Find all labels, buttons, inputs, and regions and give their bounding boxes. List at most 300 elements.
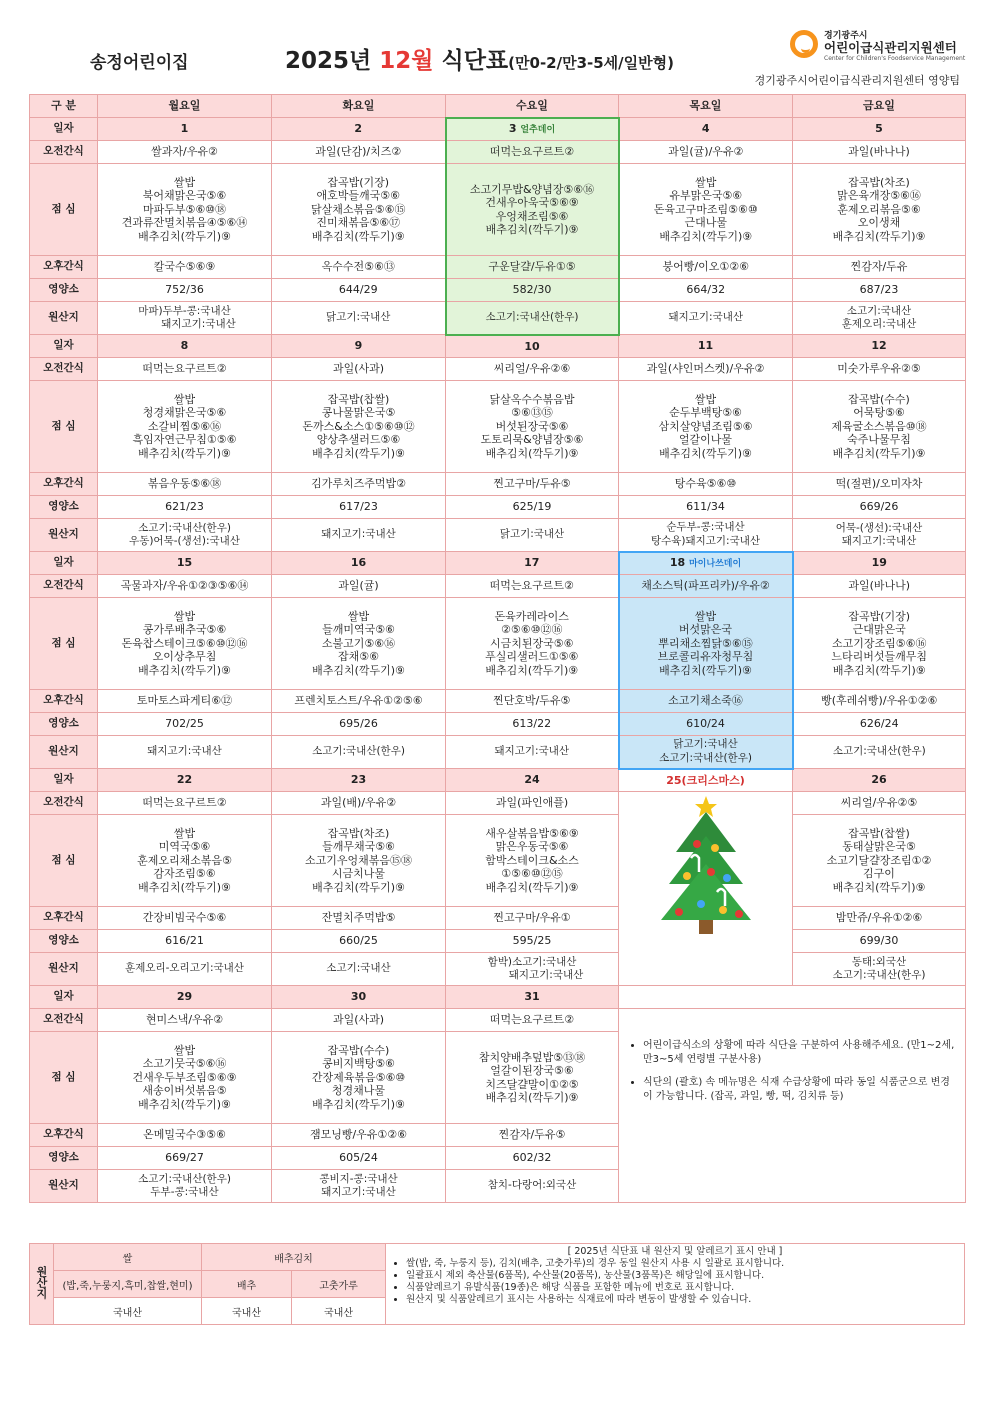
lunch-item: 오이생채 [857, 216, 901, 230]
menu-table-body [30, 95, 966, 1203]
lunch-item: 배추김치(깍두기)⑨ [312, 1097, 405, 1111]
pm-snack-cell: 붕어빵/이오①②⑥ [619, 256, 793, 279]
date-cell [272, 552, 446, 575]
origin-cell [272, 302, 446, 335]
origin-item: 두부-콩:국내산 [150, 1186, 219, 1198]
am-snack-cell: 떠먹는요구르트② [98, 358, 272, 381]
origin-item: 우동)어묵-(생선):국내산 [129, 535, 240, 547]
nutrition-cell: 752/36 [98, 279, 272, 302]
date-label: 일자 [30, 769, 98, 792]
lunch-item: 근대나물 [684, 216, 727, 230]
lunch-item: 돈까스&소스①⑤⑥⑩⑫ [302, 419, 415, 433]
lunch-item: 미역국⑤⑥ [158, 840, 211, 854]
lunch-item: 견과류잔멸치볶음④⑤⑥⑭ [121, 216, 248, 230]
am-snack-cell: 곡물과자/우유①②③⑤⑥⑭ [98, 575, 272, 598]
lunch-item: 삼치살양념조림⑤⑥ [658, 419, 753, 433]
lunch-item: 느타리버섯들깨무침 [831, 650, 928, 664]
empty-date-cell [619, 986, 966, 1009]
origin-cell [98, 302, 272, 335]
pm_snack-label: 오후간식 [30, 1124, 98, 1147]
center-logo [790, 28, 966, 68]
lunch-item: 소고기달걀장조림①② [826, 853, 932, 867]
note-item: • 어린이급식소의 상황에 따라 식단을 구분하여 사용해주세요. (만1~2세, 만3~5세 연령별 구분사용) [643, 1039, 957, 1066]
pm_snack-label: 오후간식 [30, 473, 98, 496]
notes-cell [619, 1009, 966, 1203]
lunch-item: 소고기장조림⑤⑥⑯ [832, 636, 927, 650]
christmas-tree-cell [619, 792, 793, 986]
origin-cell [272, 1170, 446, 1203]
origin-item: 돼지고기:국내산 [321, 528, 396, 541]
pm-snack-cell: 소고기채소죽⑯ [619, 690, 793, 713]
week-orig-row [30, 953, 966, 986]
lunch-item: 배추김치(깍두기)⑨ [832, 663, 926, 677]
date-cell [446, 986, 619, 1009]
origin-cell [619, 736, 793, 769]
lunch-cell [98, 1032, 272, 1124]
date-cell [272, 118, 446, 141]
date-cell [619, 335, 793, 358]
lunch-cell [98, 815, 272, 907]
week-am-row [30, 141, 966, 164]
nutrition-cell: 669/26 [793, 496, 966, 519]
lunch-item: 애호박들깨국⑤⑥ [316, 189, 400, 203]
date-number: 31 [524, 990, 540, 1004]
date-number: 29 [176, 990, 193, 1004]
date-cell [793, 552, 966, 575]
smile-logo-icon [790, 30, 818, 58]
pm-snack-cell: 간장비빔국수⑤⑥ [98, 907, 272, 930]
week-lunch-row [30, 815, 966, 907]
lunch-item: 새우살볶음밥⑤⑥⑨ [485, 826, 579, 840]
am_snack-label: 오전간식 [30, 141, 98, 164]
lunch-item: 동태살맑은국⑤ [842, 840, 916, 854]
origin-item: 닭고기:국내산 [499, 528, 565, 541]
lunch-item: 배추김치(깍두기)⑨ [485, 880, 579, 894]
nutrition-cell: 660/25 [272, 930, 446, 953]
nutrition-cell: 699/30 [793, 930, 966, 953]
day-header-row [30, 95, 966, 118]
lunch-item: 흑임자연근무침①⑤⑥ [132, 433, 237, 447]
rice-origin: 국내산 [54, 1298, 202, 1325]
date-cell [446, 118, 619, 141]
lunch-item: 쌀밥 [173, 392, 196, 406]
date-number: 9 [354, 339, 363, 353]
info-title: [ 2025년 식단표 내 원산지 및 알레르기 표시 안내 ] [567, 1246, 783, 1257]
date-cell [98, 986, 272, 1009]
lunch-item: 청경채맑은국⑤⑥ [142, 406, 227, 420]
date-number: 19 [871, 556, 887, 570]
date-number: 17 [524, 556, 540, 570]
week-date-row [30, 552, 966, 575]
pm-snack-cell: 찐감자/두유⑤ [446, 1124, 619, 1147]
date-cell [272, 335, 446, 358]
pm-snack-cell: 구운달걀/두유①⑤ [446, 256, 619, 279]
page-title [285, 42, 674, 75]
date-number: 12 [871, 339, 887, 353]
school-name: 송정어린이집 [90, 53, 189, 73]
pm-snack-cell: 빵(후레쉬빵)/우유①②⑥ [793, 690, 966, 713]
date-cell [446, 769, 619, 792]
lunch-label: 점 심 [30, 598, 98, 690]
lunch-item: 들깨미역국⑤⑥ [322, 623, 395, 637]
date-cell [793, 118, 966, 141]
origin-item: 소고기:국내산(한우) [138, 1172, 231, 1185]
date-number: 23 [350, 773, 367, 787]
lunch-item: 우엉채조림⑤⑥ [495, 209, 569, 223]
lunch-item: 쌀밥 [173, 826, 196, 840]
origin-item: 훈제오리-오리고기:국내산 [125, 962, 244, 975]
pm-snack-cell: 떡(절편)/오미자차 [793, 473, 966, 496]
origin-item: 소고기:국내산 [846, 304, 912, 317]
date-number: 16 [350, 556, 367, 570]
lunch-item: 어묵탕⑤⑥ [853, 406, 905, 420]
week-lunch-row [30, 381, 966, 473]
lunch-item: 배추김치(깍두기)⑨ [832, 446, 926, 460]
lunch-item: 양상추샐러드⑤⑥ [316, 433, 401, 447]
kimchi-header: 배추김치 [202, 1244, 386, 1271]
origin-item: 소고기:국내산 [326, 962, 391, 975]
date-cell [272, 769, 446, 792]
origin-cell [98, 519, 272, 552]
am-snack-cell: 과일(바나나) [793, 141, 966, 164]
lunch-item: 청경채나물 [331, 1084, 386, 1098]
am-snack-cell: 과일(바나나) [793, 575, 966, 598]
am-snack-cell: 떠먹는요구르트② [98, 792, 272, 815]
am-snack-cell: 채소스틱(파프리카)/우유② [619, 575, 793, 598]
origin-item: 소고기:국내산(한우) [659, 751, 752, 764]
am-snack-cell: 과일(파인애플) [446, 792, 619, 815]
lunch-item: 배추김치(깍두기)⑨ [138, 880, 231, 894]
am-snack-cell: 과일(단감)/치즈② [272, 141, 446, 164]
lunch-item: 배추김치(깍두기)⑨ [138, 663, 231, 677]
lunch-item: 배추김치(깍두기)⑨ [485, 446, 579, 460]
am-snack-cell: 과일(배)/우유② [272, 792, 446, 815]
nutrition-cell: 605/24 [272, 1147, 446, 1170]
lunch-item: 건새우두부조림⑤⑥⑨ [132, 1070, 237, 1084]
am-snack-cell: 씨리얼/우유②⑤ [793, 792, 966, 815]
date-label: 일자 [30, 986, 98, 1009]
lunch-cell [793, 598, 966, 690]
pm-snack-cell: 칼국수⑤⑥⑨ [98, 256, 272, 279]
lunch-item: 배추김치(깍두기)⑨ [832, 880, 926, 894]
week-pm-row [30, 473, 966, 496]
lunch-item: 콩비지백탕⑤⑥ [322, 1057, 395, 1071]
lunch-item: 소고기무밥&양념장⑤⑥⑯ [469, 182, 595, 196]
lunch-cell [446, 164, 619, 256]
lunch-cell [793, 381, 966, 473]
week-nutr-row [30, 930, 966, 953]
cabbage-header: 배추 [202, 1271, 292, 1298]
date-cell [446, 552, 619, 575]
origin-cell [793, 519, 966, 552]
lunch-item: 쌀밥 [173, 609, 196, 623]
origin-cell [793, 953, 966, 986]
lunch-item: 잡곡밥(찹쌀) [848, 826, 910, 840]
nutrition-cell: 595/25 [446, 930, 619, 953]
info-item: • 일괄표시 제외 축산물(6품목), 수산물(20품목), 농산물(3품목)은 해당일에 표시합니다. [406, 1270, 958, 1282]
week-nutr-row [30, 496, 966, 519]
lunch-item: 배추김치(깍두기)⑨ [485, 223, 579, 236]
lunch-item: 함박스테이크&소스 [485, 853, 579, 867]
week-date-row [30, 986, 966, 1009]
lunch-item: 돈육찹스테이크⑤⑥⑩⑫⑯ [121, 636, 248, 650]
chili-origin: 국내산 [292, 1298, 386, 1325]
lunch-item: 진미채볶음⑤⑥⑰ [316, 216, 401, 230]
date-number: 26 [871, 773, 887, 787]
nutrition-cell: 695/26 [272, 713, 446, 736]
nutrition-cell: 669/27 [98, 1147, 272, 1170]
origin-cell [272, 519, 446, 552]
date-cell [793, 769, 966, 792]
origin-cell [446, 953, 619, 986]
lunch-label: 점 심 [30, 1032, 98, 1124]
nutrition-label: 영양소 [30, 496, 98, 519]
pm-snack-cell: 프렌치토스트/우유①②⑤⑥ [272, 690, 446, 713]
origin-item: 소고기:국내산(한우) [485, 311, 579, 323]
week-orig-row [30, 302, 966, 335]
lunch-item: 돈육카레라이스 [494, 609, 569, 623]
origin-cell [793, 302, 966, 335]
lunch-cell [619, 598, 793, 690]
footer-side-label [30, 1244, 54, 1325]
lunch-label: 점 심 [30, 164, 98, 256]
lunch-item: 푸실리샐러드①⑤⑥ [485, 650, 579, 664]
lunch-item: 배추김치(깍두기)⑨ [485, 1091, 579, 1104]
pm_snack-label: 오후간식 [30, 907, 98, 930]
am-snack-cell: 미숫가루우유②⑤ [793, 358, 966, 381]
origin-label: 원산지 [30, 953, 98, 986]
origin-item: 돼지고기:국내산 [668, 311, 744, 324]
lunch-item: 배추김치(깍두기)⑨ [659, 446, 752, 460]
christmas-tree-icon [651, 792, 761, 939]
lunch-cell [619, 381, 793, 473]
origin-item: 함박)소고기:국내산 [487, 955, 577, 968]
pm-snack-cell: 탕수육⑤⑥⑩ [619, 473, 793, 496]
am_snack-label: 오전간식 [30, 1009, 98, 1032]
am_snack-label: 오전간식 [30, 575, 98, 598]
week-nutr-row [30, 279, 966, 302]
lunch-item: 배추김치(깍두기)⑨ [312, 663, 405, 677]
lunch-item: 닭살채소볶음⑤⑥⑮ [311, 202, 406, 216]
week-date-row [30, 769, 966, 792]
am-snack-cell: 쌀과자/우유② [98, 141, 272, 164]
origin-item: 돼지고기:국내산 [841, 535, 917, 547]
origin-item: 닭고기:국내산 [326, 311, 391, 324]
lunch-item: 소고기우엉채볶음⑮⑱ [304, 853, 412, 867]
origin-item: 소고기:국내산(한우) [832, 745, 926, 758]
lunch-cell [446, 1032, 619, 1124]
lunch-item: 소고기뭇국⑤⑥⑯ [142, 1057, 227, 1071]
nutrition-cell: 582/30 [446, 279, 619, 302]
title-year: 2025년 [285, 48, 372, 74]
week-lunch-row [30, 164, 966, 256]
pm-snack-cell: 잼모닝빵/우유①②⑥ [272, 1124, 446, 1147]
lunch-cell [98, 381, 272, 473]
title-main: 식단표 [441, 48, 509, 74]
nutrition-cell: 664/32 [619, 279, 793, 302]
lunch-item: 배추김치(깍두기)⑨ [659, 663, 752, 677]
week-am-row [30, 575, 966, 598]
date-number: 10 [524, 339, 540, 353]
rice-sub-header: (밥,죽,누룽지,흑미,찹쌀,현미) [54, 1271, 202, 1298]
origin-cell [272, 953, 446, 986]
lunch-item: 훈제오리채소볶음⑤ [137, 853, 232, 867]
week-date-row [30, 118, 966, 141]
week-am-row [30, 792, 966, 815]
am-snack-cell: 과일(귤) [272, 575, 446, 598]
category-label: 구 분 [30, 95, 98, 118]
lunch-item: 잡곡밥(기장) [327, 175, 390, 189]
week-pm-row [30, 907, 966, 930]
date-number: 22 [176, 773, 193, 787]
nutrition-cell: 626/24 [793, 713, 966, 736]
lunch-item: 얼갈이된장국⑤⑥ [490, 1064, 574, 1077]
week-am-row [30, 1009, 966, 1032]
pm-snack-cell: 찐고구마/두유⑤ [446, 473, 619, 496]
nutrition-cell: 616/21 [98, 930, 272, 953]
origin-cell [98, 1170, 272, 1203]
origin-item: 닭고기:국내산 [673, 738, 738, 751]
origin-cell [446, 1170, 619, 1203]
origin-item: 순두부-콩:국내산 [666, 521, 745, 534]
origin-label: 원산지 [30, 302, 98, 335]
lunch-item: 시금치된장국⑤⑥ [490, 636, 574, 650]
origin-item: 마파)두부-콩:국내산 [138, 304, 231, 317]
chili-header: 고춧가루 [292, 1271, 386, 1298]
am-snack-cell: 떠먹는요구르트② [446, 1009, 619, 1032]
am-snack-cell: 과일(귤)/우유② [619, 141, 793, 164]
week-orig-row [30, 519, 966, 552]
origin-item: 돼지고기:국내산 [494, 745, 570, 758]
origin-item: 훈제오리:국내산 [841, 318, 917, 330]
lunch-item: 건새우아욱국⑤⑥⑨ [485, 196, 579, 209]
lunch-item: 김구이 [863, 867, 895, 881]
origin-item: 돼지고기:국내산 [161, 318, 236, 330]
lunch-cell [793, 164, 966, 256]
lunch-item: 닭살옥수수볶음밥 [489, 392, 575, 406]
lunch-item: 오이상추무침 [152, 650, 217, 664]
logo-line3: Center for Children's Foodservice Management [824, 55, 966, 62]
org-line: 경기광주시어린이급식관리지원센터 영양팀 [754, 74, 960, 87]
origin-item: 어묵-(생선):국내산 [835, 521, 923, 534]
lunch-item: 들깨무채국⑤⑥ [322, 840, 395, 854]
lunch-item: 얼갈이나물 [678, 433, 733, 447]
lunch-item: 제육굴소스볶음⑩⑱ [831, 419, 927, 433]
lunch-item: 마파두부⑤⑥⑩⑱ [142, 202, 227, 216]
logo-line1: 경기광주시 [824, 31, 868, 41]
lunch-item: 소불고기⑤⑥⑯ [321, 636, 396, 650]
nutrition-cell: 613/22 [446, 713, 619, 736]
lunch-cell [446, 598, 619, 690]
origin-item: 소고기:국내산(한우) [312, 745, 405, 758]
nutrition-label: 영양소 [30, 279, 98, 302]
origin-cell [98, 953, 272, 986]
lunch-item: 쌀밥 [694, 609, 717, 623]
lunch-item: ①⑤⑥⑩⑫⑮ [501, 867, 563, 881]
date-cell [793, 335, 966, 358]
lunch-item: 배추김치(깍두기)⑨ [138, 446, 231, 460]
am-snack-cell: 현미스낵/우유② [98, 1009, 272, 1032]
rice-header: 쌀 [54, 1244, 202, 1271]
date-cell [446, 335, 619, 358]
date-number: 11 [697, 339, 714, 353]
lunch-item: 잡곡밥(차조) [327, 826, 390, 840]
lunch-cell [98, 598, 272, 690]
origin-cell [98, 736, 272, 769]
origin-item: 소고기:국내산(한우) [832, 969, 926, 981]
page-header [30, 28, 964, 88]
pm_snack-label: 오후간식 [30, 256, 98, 279]
lunch-item: 훈제오리볶음⑤⑥ [837, 202, 921, 216]
note-item: • 식단의 (괄호) 속 메뉴명은 식재 수급상황에 따라 동일 식품군으로 변경이 가능합니다. (잡곡, 과일, 빵, 떡, 김치류 등) [643, 1076, 957, 1103]
lunch-item: 시금치나물 [331, 867, 386, 881]
footer-side-text: 원산지 [35, 1265, 48, 1299]
week-pm-row [30, 256, 966, 279]
lunch-item: 배추김치(깍두기)⑨ [312, 446, 405, 460]
day-header: 목요일 [619, 95, 793, 118]
date-number: 30 [350, 990, 367, 1004]
origin-footer-table [29, 1243, 965, 1325]
info-item: • 원산지 및 식품알레르기 표시는 사용하는 식재료에 따라 변동이 발생할 수 있습니다. [406, 1294, 958, 1306]
lunch-item: ②⑤⑥⑩⑫⑯ [501, 623, 563, 637]
lunch-item: 뿌리채소찜닭⑤⑥⑮ [658, 636, 753, 650]
origin-cell [619, 519, 793, 552]
date-cell [619, 769, 793, 792]
lunch-item: 유부맑은국⑤⑥ [669, 189, 743, 203]
week-pm-row [30, 690, 966, 713]
origin-cell [793, 736, 966, 769]
lunch-item: 배추김치(깍두기)⑨ [485, 663, 579, 677]
lunch-item: 잡곡밥(수수) [848, 392, 910, 406]
lunch-item: 버섯된장국⑤⑥ [495, 419, 569, 433]
lunch-cell [272, 164, 446, 256]
date-label: 일자 [30, 118, 98, 141]
lunch-item: 감자조림⑤⑥ [153, 867, 216, 881]
date-number: 24 [524, 773, 540, 787]
pm-snack-cell: 김가루치즈주먹밥② [272, 473, 446, 496]
lunch-item: 숙주나물무침 [847, 433, 911, 447]
origin-item: 콩비지-콩:국내산 [319, 1172, 398, 1185]
lunch-item: 소갈비찜⑤⑥⑯ [147, 419, 222, 433]
nutrition-cell: 610/24 [619, 713, 793, 736]
nutrition-cell: 644/29 [272, 279, 446, 302]
origin-cell [619, 302, 793, 335]
lunch-cell [98, 164, 272, 256]
date-number: 8 [180, 339, 189, 353]
week-lunch-row [30, 598, 966, 690]
lunch-item: 잡곡밥(기장) [848, 609, 911, 623]
am-snack-cell: 과일(사과) [272, 358, 446, 381]
origin-item: 동태:외국산 [851, 955, 907, 968]
title-month: 12월 [379, 48, 434, 74]
lunch-item: 쌀밥 [173, 1043, 196, 1057]
date-number: 1 [180, 122, 189, 136]
day-header: 화요일 [272, 95, 446, 118]
origin-item: 소고기:국내산(한우) [138, 521, 231, 534]
nutrition-cell: 602/32 [446, 1147, 619, 1170]
lunch-label: 점 심 [30, 381, 98, 473]
lunch-item: 잡곡밥(찹쌀) [327, 392, 390, 406]
lunch-item: 잡채⑤⑥ [338, 650, 379, 664]
am-snack-cell: 과일(샤인머스켓)/우유② [619, 358, 793, 381]
date-cell [98, 552, 272, 575]
lunch-item: 근대맑은국 [852, 623, 906, 637]
am_snack-label: 오전간식 [30, 792, 98, 815]
date-cell [98, 118, 272, 141]
date-cell [272, 986, 446, 1009]
title-sub: (만0-2/만3-5세/일반형) [508, 54, 674, 72]
lunch-cell [793, 815, 966, 907]
